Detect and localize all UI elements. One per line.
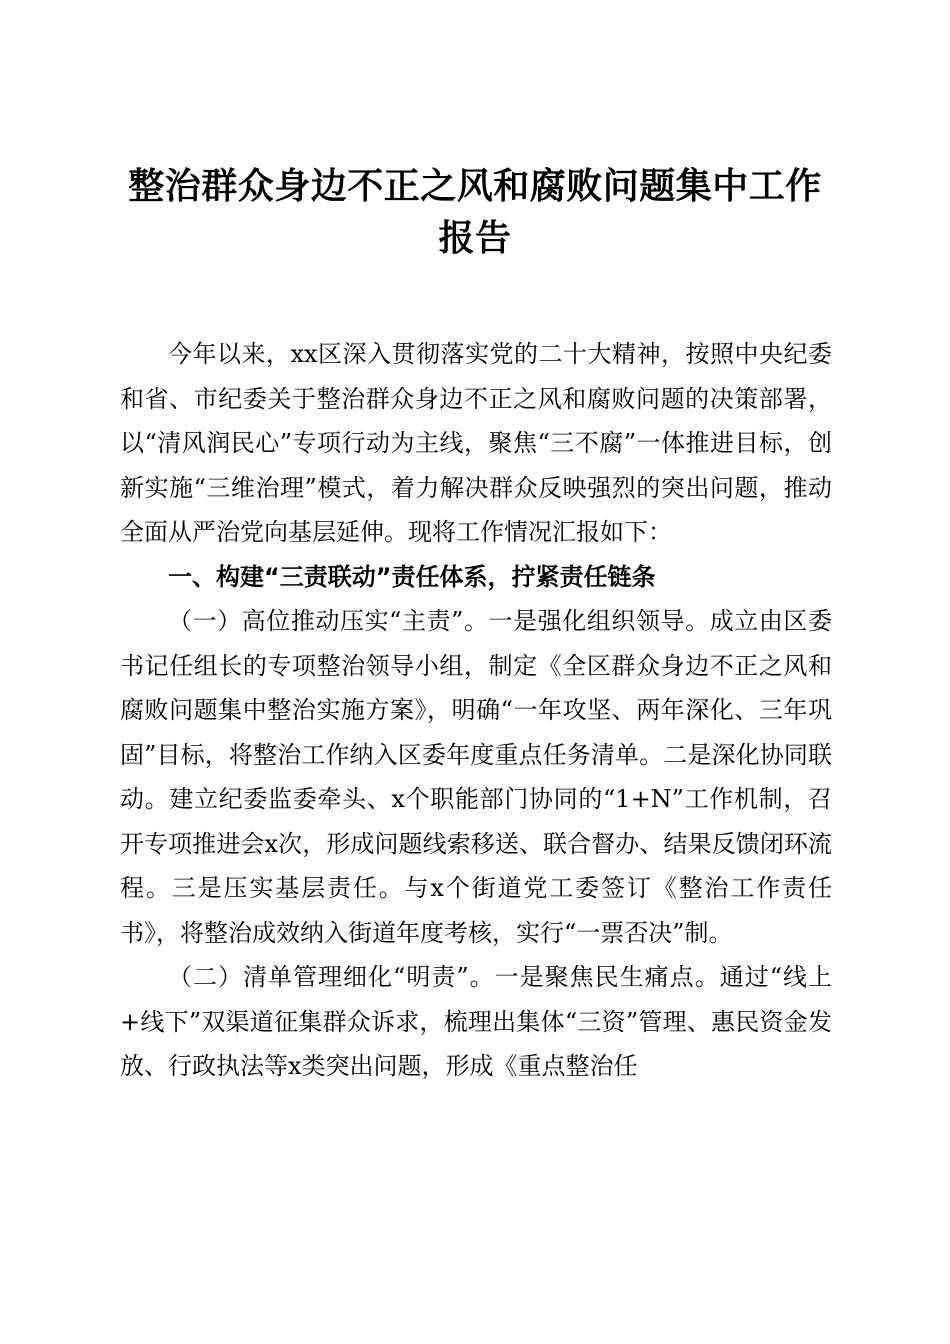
- document-title: 整治群众身边不正之风和腐败问题集中工作报告: [128, 165, 822, 259]
- subsection-paragraph-1: （一）高位推动压实“主责”。一是强化组织领导。成立由区委书记任组长的专项整治领导小组，制定《全区群众身边不正之风和腐败问题集中整治实施方案》，明确“一年攻坚、两年深化、三年巩固”目标，将整治工作纳入区委年度重点任务清单。二是深化协同联动。建立纪委监委牵头、x个职能部门协同的“1+N”工作机制，召开专项推进会x次，形成问题线索移送、联合督办、结果反馈闭环流程。三是压实基层责任。与x个街道党工委签订《整治工作责任书》，将整治成效纳入街道年度考核，实行“一票否决”制。: [120, 607, 832, 947]
- intro-paragraph: 今年以来，xx区深入贯彻落实党的二十大精神，按照中央纪委和省、市纪委关于整治群众身边不正之风和腐败问题的决策部署，以“清风润民心”专项行动为主线，聚焦“三不腐”一体推进目标，创新实施“三维治理”模式，着力解决群众反映强烈的突出问题，推动全面从严治党向基层延伸。现将工作情况汇报如下：: [120, 340, 832, 546]
- document-body: [120, 332, 832, 1089]
- section-heading-1: 一、构建“三责联动”责任体系，拧紧责任链条: [168, 562, 656, 591]
- subsection-paragraph-2: （二）清单管理细化“明责”。一是聚焦民生痛点。通过“线上+线下”双渠道征集群众诉求，梳理出集体“三资”管理、惠民资金发放、行政执法等x类突出问题，形成《重点整治任: [120, 963, 832, 1080]
